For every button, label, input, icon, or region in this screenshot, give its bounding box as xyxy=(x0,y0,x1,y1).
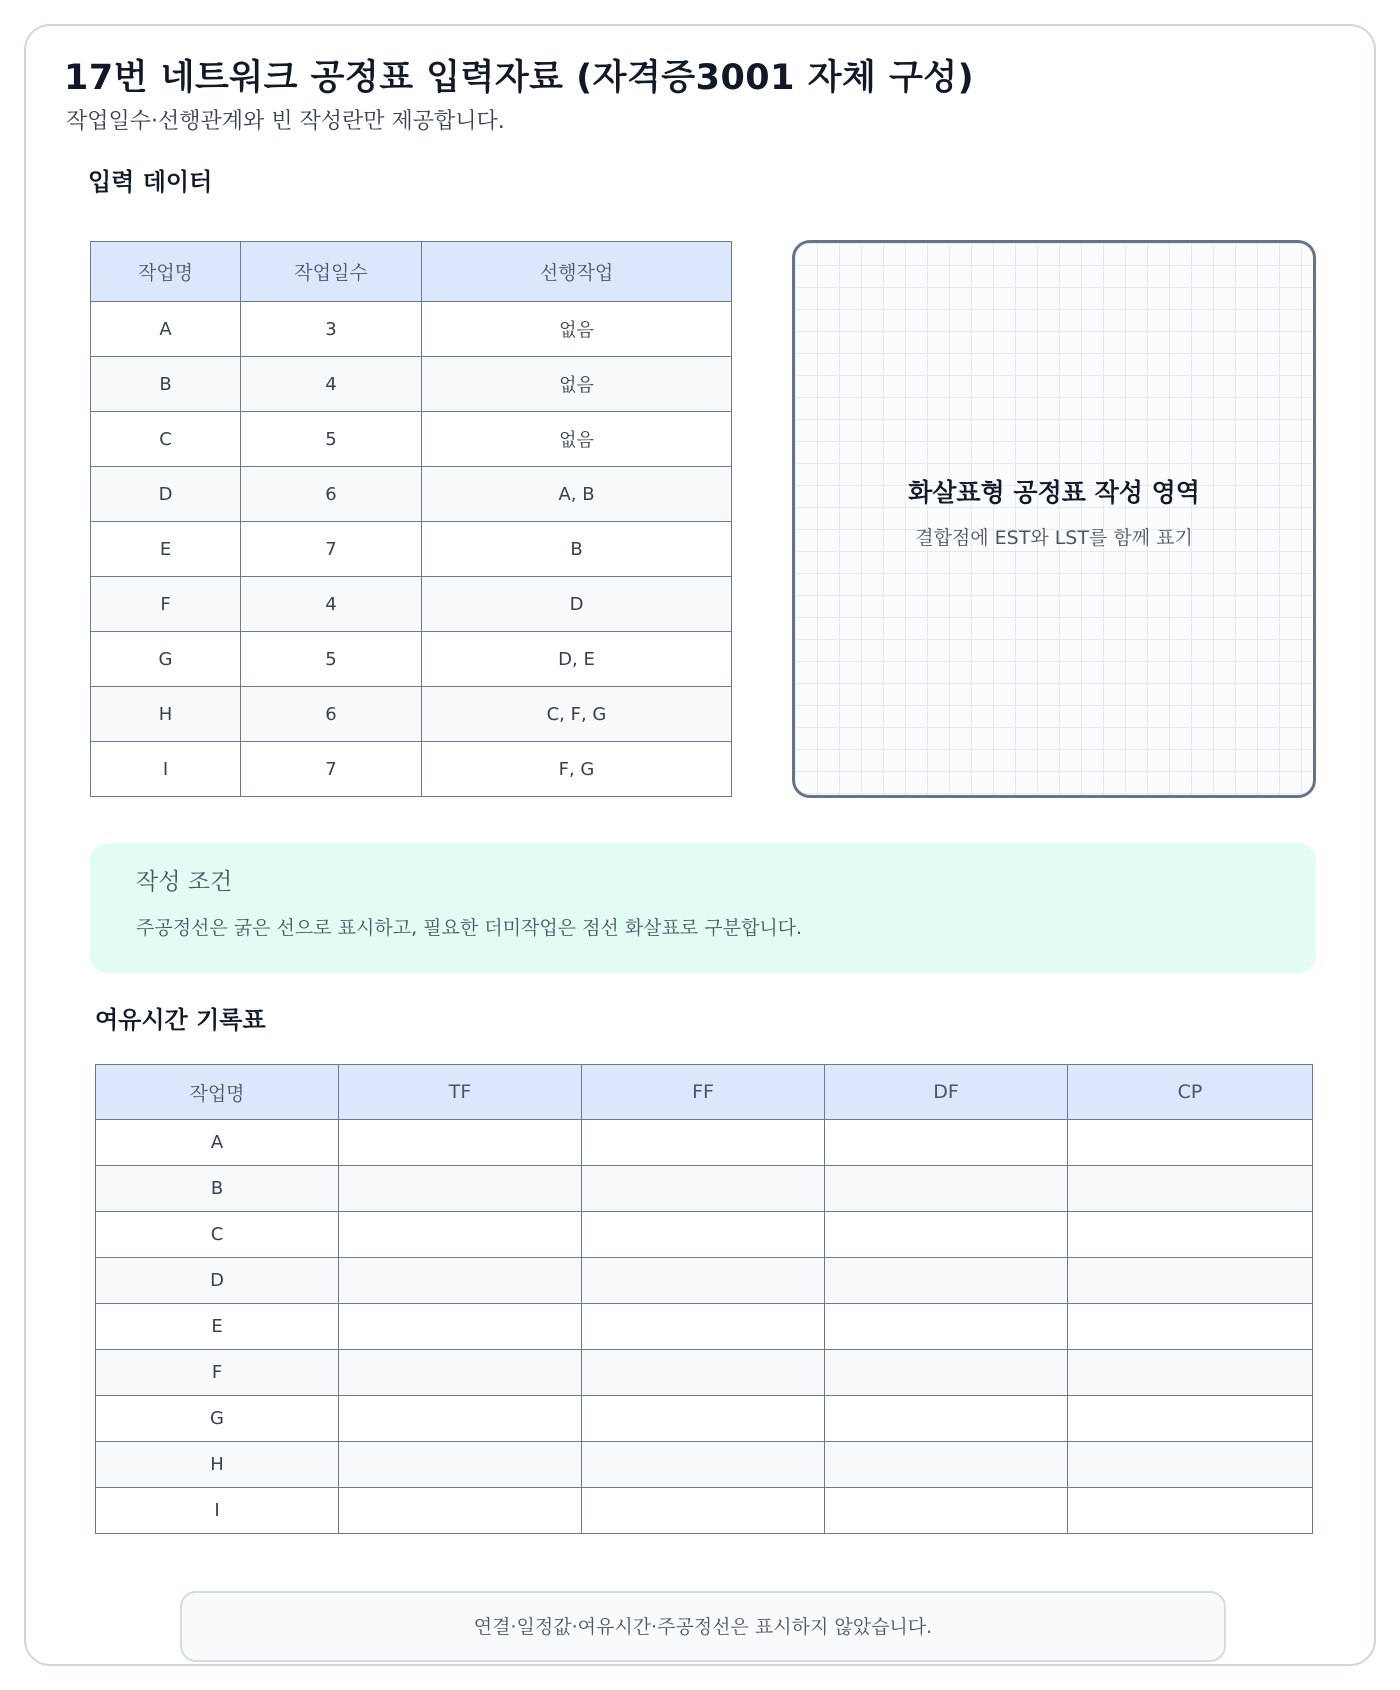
page-title: 17번 네트워크 공정표 입력자료 (자격증3001 자체 구성) xyxy=(64,58,975,98)
duration-cell: 4 xyxy=(241,577,422,632)
tf-input-cell[interactable] xyxy=(339,1166,582,1212)
predecessor-cell: C, F, G xyxy=(422,687,732,742)
column-header-df: DF xyxy=(825,1065,1068,1120)
task-name-cell: C xyxy=(91,412,241,467)
duration-cell: 7 xyxy=(241,522,422,577)
column-header-cp: CP xyxy=(1068,1065,1313,1120)
table-row xyxy=(91,467,732,522)
cp-input-cell[interactable] xyxy=(1068,1212,1313,1258)
df-input-cell[interactable] xyxy=(825,1258,1068,1304)
duration-cell: 4 xyxy=(241,357,422,412)
table-row xyxy=(96,1166,1313,1212)
task-name-cell: D xyxy=(96,1258,339,1304)
cp-input-cell[interactable] xyxy=(1068,1396,1313,1442)
table-row xyxy=(96,1212,1313,1258)
cp-input-cell[interactable] xyxy=(1068,1120,1313,1166)
table-row xyxy=(91,412,732,467)
predecessor-cell: D, E xyxy=(422,632,732,687)
tf-input-cell[interactable] xyxy=(339,1258,582,1304)
input-data-table xyxy=(90,241,732,797)
arrow-diagram-drawing-area[interactable] xyxy=(792,240,1316,798)
duration-cell: 7 xyxy=(241,742,422,797)
drawing-area-note: 결합점에 EST와 LST를 함께 표기 xyxy=(915,527,1193,549)
df-input-cell[interactable] xyxy=(825,1304,1068,1350)
table-row xyxy=(96,1304,1313,1350)
predecessor-cell: 없음 xyxy=(422,412,732,467)
table-row xyxy=(91,687,732,742)
ff-input-cell[interactable] xyxy=(582,1212,825,1258)
predecessor-cell: F, G xyxy=(422,742,732,797)
table-row xyxy=(96,1488,1313,1534)
ff-input-cell[interactable] xyxy=(582,1258,825,1304)
predecessor-cell: B xyxy=(422,522,732,577)
task-name-cell: A xyxy=(91,302,241,357)
table-row xyxy=(96,1442,1313,1488)
task-name-cell: G xyxy=(91,632,241,687)
task-name-cell: G xyxy=(96,1396,339,1442)
tf-input-cell[interactable] xyxy=(339,1350,582,1396)
task-name-cell: F xyxy=(96,1350,339,1396)
table-row xyxy=(96,1258,1313,1304)
df-input-cell[interactable] xyxy=(825,1212,1068,1258)
table-header-row xyxy=(96,1065,1313,1120)
duration-cell: 3 xyxy=(241,302,422,357)
df-input-cell[interactable] xyxy=(825,1166,1068,1212)
tf-input-cell[interactable] xyxy=(339,1120,582,1166)
ff-input-cell[interactable] xyxy=(582,1304,825,1350)
task-name-cell: F xyxy=(91,577,241,632)
slack-section-title: 여유시간 기록표 xyxy=(95,1006,266,1034)
table-row xyxy=(91,577,732,632)
cp-input-cell[interactable] xyxy=(1068,1442,1313,1488)
ff-input-cell[interactable] xyxy=(582,1488,825,1534)
drawing-area-title: 화살표형 공정표 작성 영역 xyxy=(908,478,1200,507)
predecessor-cell: A, B xyxy=(422,467,732,522)
task-name-cell: H xyxy=(91,687,241,742)
conditions-title: 작성 조건 xyxy=(136,869,233,895)
cp-input-cell[interactable] xyxy=(1068,1166,1313,1212)
column-header-task: 작업명 xyxy=(91,242,241,302)
task-name-cell: D xyxy=(91,467,241,522)
tf-input-cell[interactable] xyxy=(339,1304,582,1350)
predecessor-cell: D xyxy=(422,577,732,632)
predecessor-cell: 없음 xyxy=(422,302,732,357)
tf-input-cell[interactable] xyxy=(339,1488,582,1534)
df-input-cell[interactable] xyxy=(825,1120,1068,1166)
cp-input-cell[interactable] xyxy=(1068,1304,1313,1350)
column-header-task: 작업명 xyxy=(96,1065,339,1120)
ff-input-cell[interactable] xyxy=(582,1350,825,1396)
table-row xyxy=(96,1120,1313,1166)
predecessor-cell: 없음 xyxy=(422,357,732,412)
task-name-cell: B xyxy=(91,357,241,412)
table-row xyxy=(91,632,732,687)
task-name-cell: H xyxy=(96,1442,339,1488)
table-row xyxy=(96,1350,1313,1396)
table-row xyxy=(96,1396,1313,1442)
df-input-cell[interactable] xyxy=(825,1488,1068,1534)
footer-note: 연결·일정값·여유시간·주공정선은 표시하지 않았습니다. xyxy=(180,1591,1226,1662)
cp-input-cell[interactable] xyxy=(1068,1350,1313,1396)
table-row xyxy=(91,357,732,412)
task-name-cell: C xyxy=(96,1212,339,1258)
table-row xyxy=(91,302,732,357)
conditions-box xyxy=(90,843,1316,973)
ff-input-cell[interactable] xyxy=(582,1120,825,1166)
cp-input-cell[interactable] xyxy=(1068,1258,1313,1304)
ff-input-cell[interactable] xyxy=(582,1166,825,1212)
duration-cell: 6 xyxy=(241,687,422,742)
tf-input-cell[interactable] xyxy=(339,1396,582,1442)
task-name-cell: B xyxy=(96,1166,339,1212)
ff-input-cell[interactable] xyxy=(582,1396,825,1442)
task-name-cell: A xyxy=(96,1120,339,1166)
input-section-title: 입력 데이터 xyxy=(88,168,213,196)
table-header-row xyxy=(91,242,732,302)
task-name-cell: I xyxy=(91,742,241,797)
duration-cell: 5 xyxy=(241,412,422,467)
duration-cell: 5 xyxy=(241,632,422,687)
cp-input-cell[interactable] xyxy=(1068,1488,1313,1534)
duration-cell: 6 xyxy=(241,467,422,522)
conditions-text: 주공정선은 굵은 선으로 표시하고, 필요한 더미작업은 점선 화살표로 구분합니다. xyxy=(136,917,803,939)
ff-input-cell[interactable] xyxy=(582,1442,825,1488)
page-subtitle: 작업일수·선행관계와 빈 작성란만 제공합니다. xyxy=(66,109,505,134)
tf-input-cell[interactable] xyxy=(339,1212,582,1258)
column-header-ff: FF xyxy=(582,1065,825,1120)
table-row xyxy=(91,522,732,577)
table-row xyxy=(91,742,732,797)
df-input-cell[interactable] xyxy=(825,1396,1068,1442)
column-header-tf: TF xyxy=(339,1065,582,1120)
df-input-cell[interactable] xyxy=(825,1350,1068,1396)
slack-record-table xyxy=(95,1064,1313,1534)
task-name-cell: E xyxy=(91,522,241,577)
df-input-cell[interactable] xyxy=(825,1442,1068,1488)
task-name-cell: E xyxy=(96,1304,339,1350)
column-header-duration: 작업일수 xyxy=(241,242,422,302)
tf-input-cell[interactable] xyxy=(339,1442,582,1488)
column-header-predecessor: 선행작업 xyxy=(422,242,732,302)
task-name-cell: I xyxy=(96,1488,339,1534)
